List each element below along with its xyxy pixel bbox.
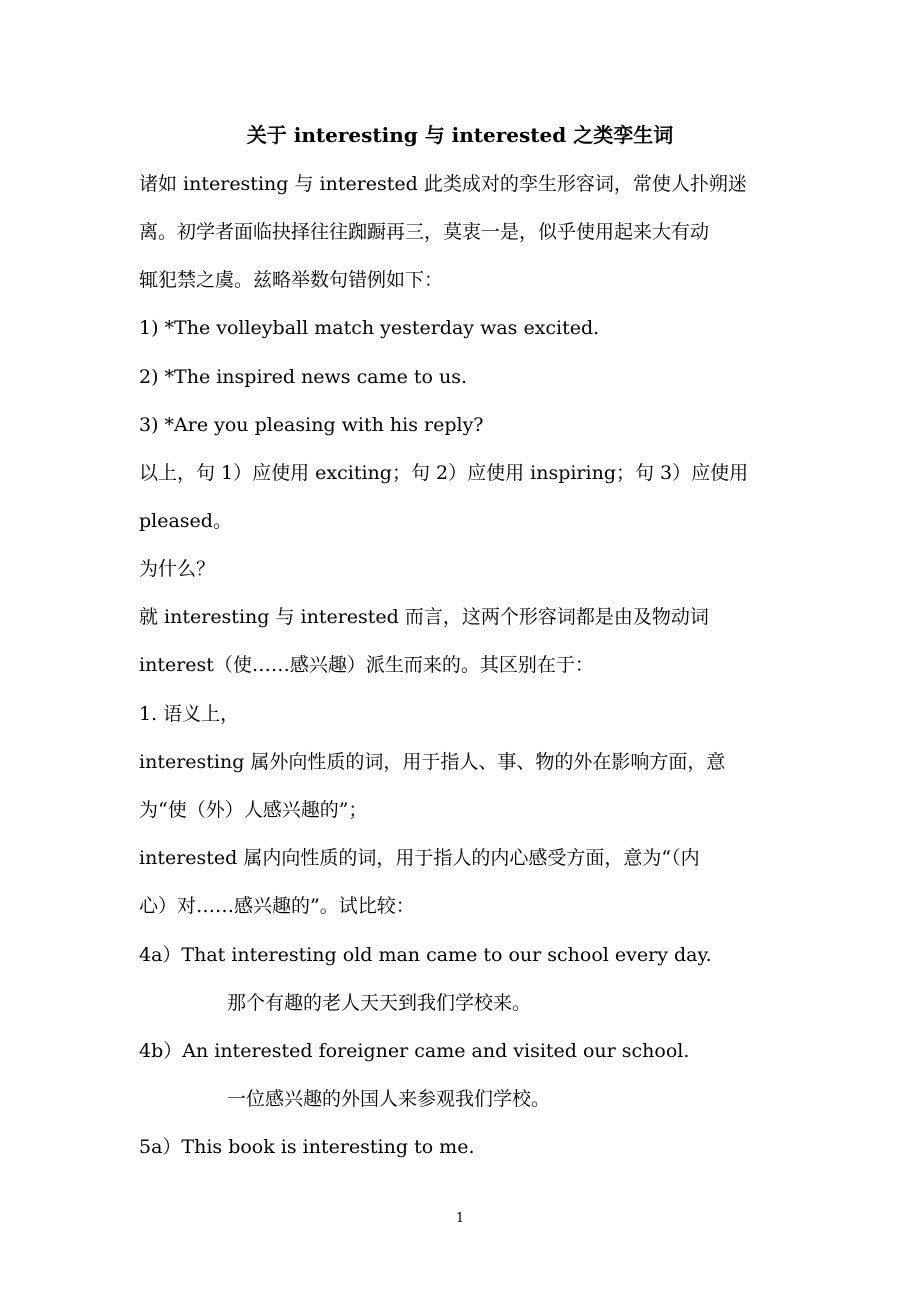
- section-heading: 1. 语义上，: [139, 703, 240, 725]
- example-sentence: 1) *The volleyball match yesterday was excited.: [139, 317, 600, 339]
- paragraph-line: 诸如 interesting 与 interested 此类成对的孪生形容词，常使人扑朔迷: [139, 173, 747, 195]
- paragraph-line: 以上，句 1）应使用 exciting；句 2）应使用 inspiring；句 3）应使用: [139, 462, 749, 484]
- page-number: 1: [455, 1211, 465, 1226]
- example-sentence: 2) *The inspired news came to us.: [139, 366, 468, 388]
- example-sentence: 4b）An interested foreigner came and visited our school.: [139, 1040, 690, 1062]
- example-sentence: 3) *Are you pleasing with his reply?: [139, 414, 484, 436]
- paragraph-line: pleased。: [139, 510, 232, 532]
- question-line: 为什么？: [139, 558, 216, 580]
- paragraph-line: interesting 属外向性质的词，用于指人、事、物的外在影响方面，意: [139, 751, 726, 773]
- example-sentence: 5a）This book is interesting to me.: [139, 1136, 475, 1158]
- paragraph-line: 离。初学者面临抉择往往踟蹰再三，莫衷一是，似乎使用起来大有动: [139, 221, 710, 243]
- example-sentence: 4a）That interesting old man came to our school every day.: [139, 944, 712, 966]
- paragraph-line: 辄犯禁之虞。兹略举数句错例如下：: [139, 269, 444, 291]
- paragraph-line: 就 interesting 与 interested 而言，这两个形容词都是由及物动词: [139, 606, 709, 628]
- example-translation: 那个有趣的老人天天到我们学校来。: [227, 992, 532, 1014]
- paragraph-line: 为“使（外）人感兴趣的”；: [139, 799, 368, 821]
- example-translation: 一位感兴趣的外国人来参观我们学校。: [227, 1088, 551, 1110]
- paragraph-line: 心）对……感兴趣的”。试比较：: [139, 895, 415, 917]
- document-title: 关于 interesting 与 interested 之类孪生词: [246, 123, 674, 147]
- paragraph-line: interested 属内向性质的词，用于指人的内心感受方面，意为“（内: [139, 847, 700, 869]
- paragraph-line: interest（使……感兴趣）派生而来的。其区别在于：: [139, 654, 594, 676]
